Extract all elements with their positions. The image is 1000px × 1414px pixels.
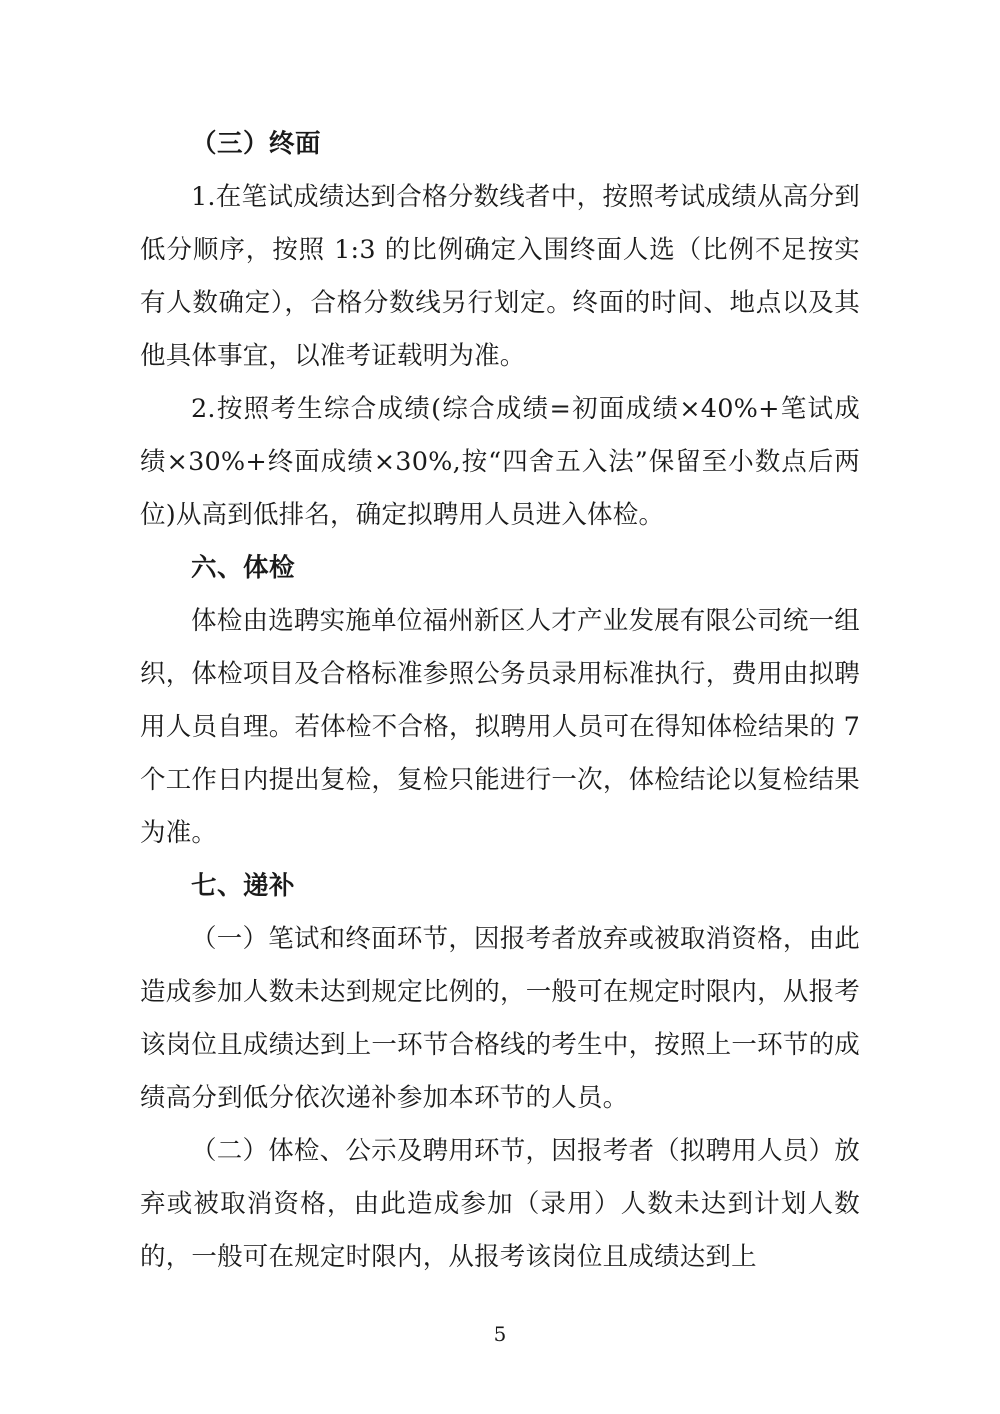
section-heading-medical-exam: 六、体检 [191,553,296,583]
paragraph-replacement-1: （一）笔试和终面环节，因报考者放弃或被取消资格，由此造成参加人数未达到规定比例的，一般可在规定时限内，从报考该岗位且成绩达到上一环节合格线的考生中，按照上一环节的成绩高分到低分依次递补参加本环节的人员。 [140,924,860,1113]
paragraph-final-interview-2: 2.按照考生综合成绩(综合成绩=初面成绩×40%+笔试成绩×30%+终面成绩×30%,按“四舍五入法”保留至小数点后两位)从高到低排名，确定拟聘用人员进入体检。 [140,394,860,530]
paragraph-medical-exam: 体检由选聘实施单位福州新区人才产业发展有限公司统一组织，体检项目及合格标准参照公务员录用标准执行，费用由拟聘用人员自理。若体检不合格，拟聘用人员可在得知体检结果的 7 个工作日内提出复检，复检只能进行一次，体检结论以复检结果为准。 [140,606,860,848]
section-heading-final-interview: （三）终面 [191,129,322,159]
page-number: 5 [493,1322,507,1346]
paragraph-final-interview-1: 1.在笔试成绩达到合格分数线者中，按照考试成绩从高分到低分顺序，按照 1:3 的比例确定入围终面人选（比例不足按实有人数确定），合格分数线另行划定。终面的时间、地点以及其他具体事宜，以准考证载明为准。 [140,182,860,371]
paragraph-replacement-2: （二）体检、公示及聘用环节，因报考者（拟聘用人员）放弃或被取消资格，由此造成参加（录用）人数未达到计划人数的，一般可在规定时限内，从报考该岗位且成绩达到上 [140,1136,860,1272]
document-body [140,118,860,1284]
section-heading-replacement: 七、递补 [191,871,296,901]
